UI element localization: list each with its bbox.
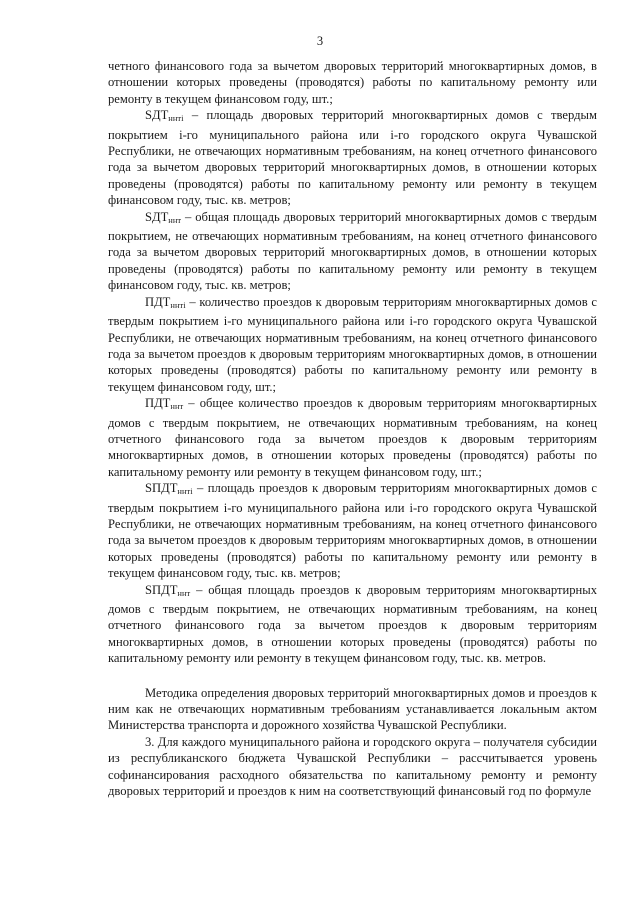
definition-text: – общее количество проездов к дворовым территориям многоквартирных домов с твердым покрытием, не отвечающих нормативным требованиям, на конец отчетного финансового года за вычетом проездов к дворовым территориям многоквартирных домов, в отношении которых проведены (проводятся) работы по капитальному ремонту или ремонту в текущем финансовом году, шт.; xyxy=(108,396,597,479)
paragraph-continuation xyxy=(108,58,597,107)
formula-symbol xyxy=(145,583,190,597)
formula-symbol xyxy=(145,108,183,122)
symbol-subscript: ннт xyxy=(177,587,191,598)
definition-spdt-nnt xyxy=(108,582,597,667)
symbol-subscript: ннт xyxy=(170,401,184,412)
formula-symbol xyxy=(145,481,193,495)
symbol-base: SДТ xyxy=(145,209,169,224)
definition-sdt-nnti xyxy=(108,107,597,208)
symbol-base: SПДТ xyxy=(145,481,178,496)
formula-symbol xyxy=(145,295,186,309)
definition-text: – общая площадь проездов к дворовым территориям многоквартирных домов с твердым покрытием, не отвечающих нормативным требованиям, на конец отчетного финансового года за вычетом проездов к дворовым территориям многоквартирных домов, в отношении которых проведены (проводятся) работы по капитальному ремонту или ремонту в текущем финансовом году, тыс. кв. метров. xyxy=(108,582,597,666)
definition-pdt-nnt xyxy=(108,395,597,480)
paragraph-text: Методика определения дворовых территорий многоквартирных домов и проездов к ним как не отвечающих нормативным требованиям устанавливается локальным актом Министерства транспорта и дорожного хозяйства Чувашской Республики. xyxy=(108,685,597,733)
symbol-subscript: ннтi xyxy=(168,113,184,124)
page-number: 3 xyxy=(316,34,324,48)
symbol-base: ПДТ xyxy=(145,396,171,411)
paragraph-text: четного финансового года за вычетом дворовых территорий многоквартирных домов, в отношении которых проведены (проводятся) работы по капитальному ремонту или ремонту в текущем финансовом году, шт.; xyxy=(108,59,597,106)
paragraph-methodology xyxy=(108,685,597,734)
paragraph-clause-3 xyxy=(108,734,597,800)
definition-text: – общая площадь дворовых территорий многоквартирных домов с твердым покрытием, не отвечающих нормативным требованиям, на конец отчетного финансового года за вычетом дворовых территорий многоквартирных домов, в отношении которых проведены (проводятся) работы по капитальному ремонту или ремонту в текущем финансовом году, тыс. кв. метров; xyxy=(108,209,597,293)
symbol-subscript: ннт xyxy=(168,214,182,225)
definition-text: – количество проездов к дворовым территориям многоквартирных домов с твердым покрытием i-го муниципального района или i-го городского округа Чувашской Республики, не отвечающих нормативным требованиям, на конец отчетного финансового года за вычетом проездов к дворовым территориям многоквартирных домов, в отношении которых проведены (проводятся) работы по капитальному ремонту или ремонту в текущем финансовом году, шт.; xyxy=(108,294,597,394)
definition-text: – площадь дворовых территорий многоквартирных домов с твердым покрытием i-го муниципального района или i-го городского округа Чувашской Республики, не отвечающих нормативным требованиям, на конец отчетного финансового года за вычетом дворовых территорий многоквартирных домов, в отношении которых проведены (проводятся) работы по капитальному ремонту или ремонту в текущем финансовом году, тыс. кв. метров; xyxy=(108,108,597,208)
symbol-base: SДТ xyxy=(145,108,169,123)
definition-text: – площадь проездов к дворовым территориям многоквартирных домов с твердым покрытием i-го муниципального района или i-го городского округа Чувашской Республики, не отвечающих нормативным требованиям, на конец отчетного финансового года за вычетом проездов к дворовым территориям многоквартирных домов, в отношении которых проведены (проводятся) работы по капитальному ремонту или ремонту в текущем финансовом году, тыс. кв. метров; xyxy=(108,481,597,581)
definition-spdt-nnti xyxy=(108,480,597,581)
paragraph-text: 3. Для каждого муниципального района и городского округа – получателя субсидии из республиканского бюджета Чувашской Республики – рассчитывается уровень софинансирования расходного обязательства по капитальному ремонту и ремонту дворовых территорий и проездов к ним на соответствующий финансовый год по формуле xyxy=(108,734,597,799)
definition-sdt-nnt xyxy=(108,209,597,294)
formula-symbol xyxy=(145,396,183,410)
document-body xyxy=(108,58,597,799)
symbol-subscript: ннтi xyxy=(170,299,186,310)
symbol-base: ПДТ xyxy=(145,294,171,309)
formula-symbol xyxy=(145,210,181,224)
symbol-subscript: ннтi xyxy=(177,486,193,497)
definition-pdt-nnti xyxy=(108,294,597,395)
symbol-base: SПДТ xyxy=(145,582,178,597)
